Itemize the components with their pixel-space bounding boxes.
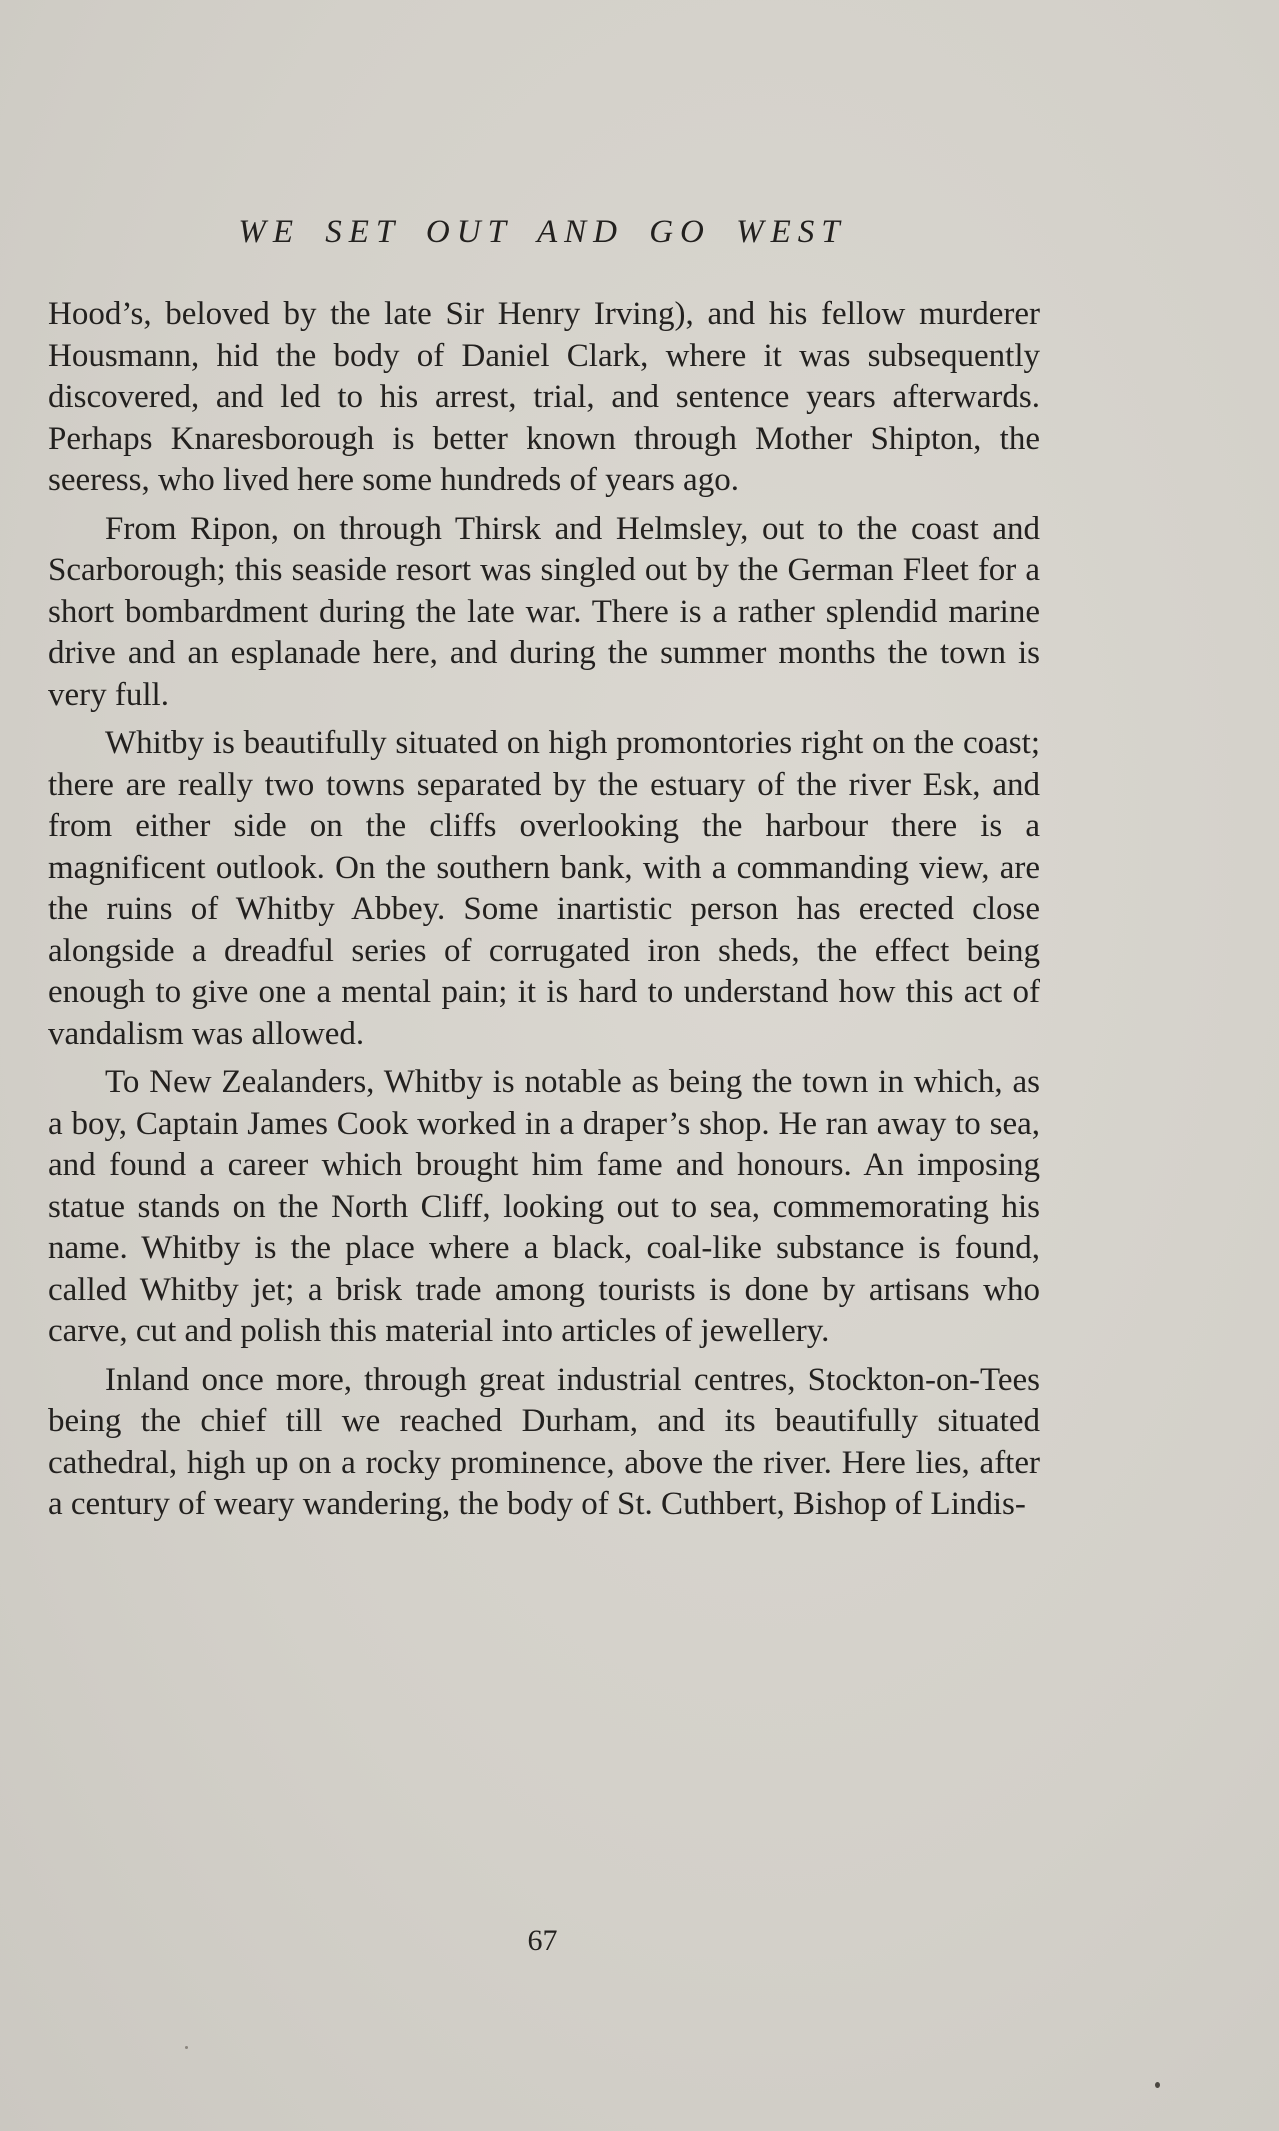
paragraph-durham: Inland once more, through great industrial centres, Stockton-on-Tees being the chief till we reached Durham, and its beautifully situated cathedral, high up on a rocky prominence, above the river. Here lies, after a century of weary wandering, the body of St. Cuthbert, Bishop of Lindis- xyxy=(48,1361,1040,1522)
paper-speck xyxy=(185,2046,188,2049)
page-number: 67 xyxy=(527,1924,558,1957)
paragraph-ripon-scarborough: From Ripon, on through Thirsk and Helmsley, out to the coast and Scarborough; this seaside resort was singled out by the German Fleet for a short bombardment during the late war. There is a rather splendid marine drive and an esplanade here, and during the summer months the town is very full. xyxy=(48,510,1040,713)
paragraph-whitby-abbey: Whitby is beautifully situated on high promontories right on the coast; there are really two towns separated by the estuary of the river Esk, and from either side on the cliffs overlooking the harbour there is a magnificent outlook. On the southern bank, with a commanding view, are the ruins of Whitby Abbey. Some inartistic person has erected close alongside a dreadful series of corrugated iron sheds, the effect being enough to give one a mental pain; it is hard to understand how this act of vandalism was allowed. xyxy=(48,725,1040,1052)
paragraph-knaresborough: Hood’s, beloved by the late Sir Henry Irving), and his fellow murderer Housmann, hid the body of Daniel Clark, where it was subsequently discovered, and led to his arrest, trial, and sentence years afterwards. Perhaps Knaresborough is better known through Mother Shipton, the seeress, who lived here some hundreds of years ago. xyxy=(48,296,1040,498)
paragraph-captain-cook: To New Zealanders, Whitby is notable as being the town in which, as a boy, Captain James Cook worked in a draper’s shop. He ran away to sea, and found a career which brought him fame and honours. An imposing statue stands on the North Cliff, looking out to sea, commemorating his name. Whitby is the place where a black, coal-like substance is found, called Whitby jet; a brisk trade among tourists is done by artisans who carve, cut and polish this material into articles of jewellery. xyxy=(48,1064,1040,1349)
body-text xyxy=(48,294,1040,1533)
paper-speck xyxy=(1155,2082,1160,2088)
running-title: WE SET OUT AND GO WEST xyxy=(238,214,847,250)
